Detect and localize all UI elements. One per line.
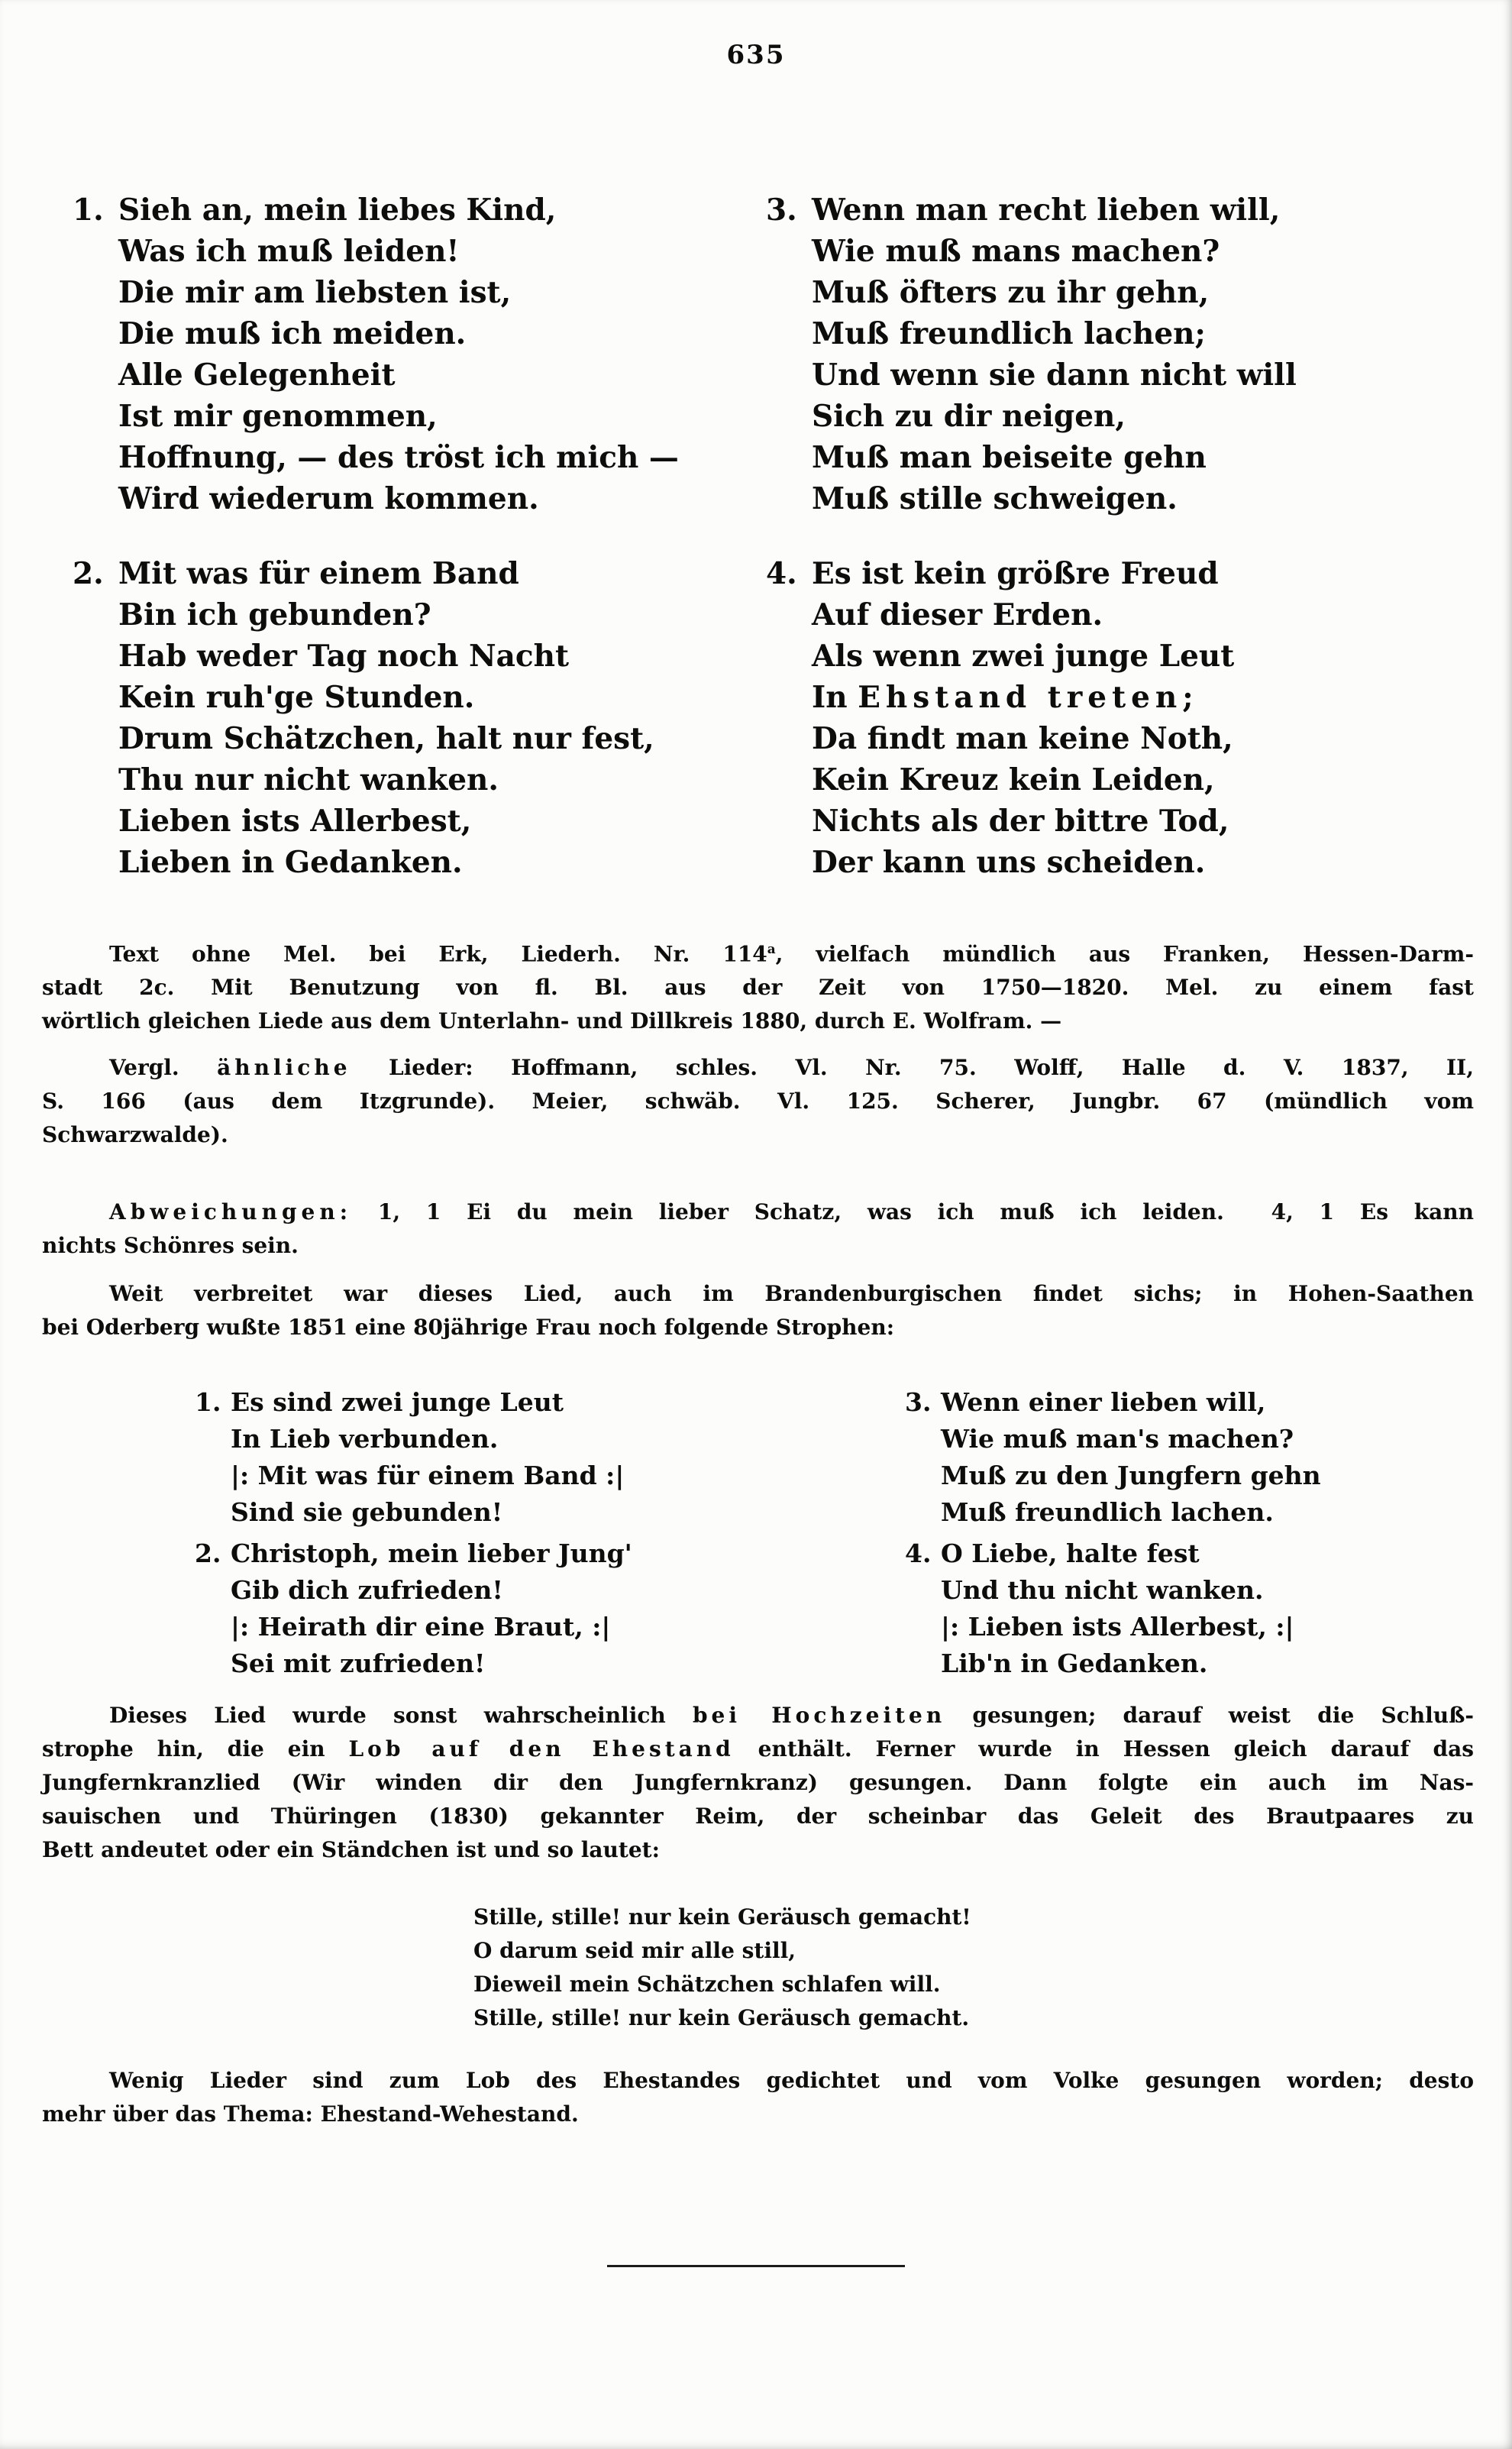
verse-line: O Liebe, halte fest <box>941 1538 1200 1569</box>
verse-4 <box>766 553 1297 883</box>
verse-line: Die muß ich meiden. <box>118 316 467 351</box>
note-line: Jungfernkranzlied (Wir winden dir den Jungfernkranz) gesungen. Dann folgte ein auch im Nas- <box>42 1770 1474 1796</box>
variant-verse-3 <box>905 1384 1321 1531</box>
verse-number: 4. <box>905 1538 932 1569</box>
verse-line: Ist mir genommen, <box>118 399 438 434</box>
verse-line: Sich zu dir neigen, <box>812 399 1126 434</box>
closing-note <box>42 2064 1474 2131</box>
verse-line: Lib'n in Gedanken. <box>941 1648 1208 1679</box>
verse-number: 4. <box>766 556 797 591</box>
verse-number: 1. <box>195 1387 221 1418</box>
verse-line: Wenn man recht lieben will, <box>812 192 1281 228</box>
verse-line: Der kann uns scheiden. <box>812 845 1206 880</box>
verse-line: Auf dieser Erden. <box>812 597 1103 632</box>
verse-1 <box>73 189 679 519</box>
verse-line: Gib dich zufrieden! <box>231 1575 503 1606</box>
verse-line: |: Mit was für einem Band :| <box>231 1461 625 1491</box>
verse-column-left <box>73 189 679 883</box>
wedding-note <box>42 1699 1474 1867</box>
verse-line: Alle Gelegenheit <box>118 357 396 393</box>
verse-line: Thu nur nicht wanken. <box>118 762 499 797</box>
verse-number: 3. <box>766 192 797 228</box>
note-line: stadt 2c. Mit Benutzung von fl. Bl. aus der Zeit von 1750—1820. Mel. zu einem fast <box>42 975 1474 1001</box>
source-note <box>42 932 1474 1038</box>
verse-line: Muß man beiseite gehn <box>812 440 1207 475</box>
verse-line: Da findt man keine Noth, <box>812 721 1233 756</box>
verse-line: Was ich muß leiden! <box>118 234 460 269</box>
note-line: Wenig Lieder sind zum Lob des Ehestandes gedichtet und vom Volke gesungen worden; desto <box>109 2068 1474 2094</box>
compare-note <box>42 1051 1474 1152</box>
emphasized-text: bei Hochzeiten <box>692 1703 946 1729</box>
note-line: Weit verbreitet war dieses Lied, auch im Brandenburgischen findet sichs; in Hohen-Saathen <box>109 1281 1474 1307</box>
verse-line: Sei mit zufrieden! <box>231 1648 486 1679</box>
verse-line: Kein ruh'ge Stunden. <box>118 680 475 715</box>
verse-line: O darum seid mir alle still, <box>473 1938 796 1964</box>
verse-line: Muß freundlich lachen; <box>812 316 1206 351</box>
note-line: mehr über das Thema: Ehestand-Wehestand. <box>42 2101 579 2127</box>
verse-number: 3. <box>905 1387 932 1418</box>
note-line: nichts Schönres sein. <box>42 1233 299 1259</box>
verse-line: Stille, stille! nur kein Geräusch gemacht. <box>473 2005 970 2031</box>
verse-line: Und wenn sie dann nicht will <box>812 357 1297 393</box>
spread-note <box>42 1277 1474 1344</box>
variant-verse-1 <box>195 1384 632 1531</box>
verse-line: Nichts als der bittre Tod, <box>812 804 1229 839</box>
verse-line: Wie muß mans machen? <box>812 234 1220 269</box>
verse-line: Wie muß man's machen? <box>941 1424 1294 1454</box>
note-line: wörtlich gleichen Liede aus dem Unterlahn- und Dillkreis 1880, durch E. Wolfram. — <box>42 1008 1062 1034</box>
variant-verse-2 <box>195 1535 632 1682</box>
note-line: Schwarzwalde). <box>42 1122 228 1148</box>
verse-2 <box>73 553 679 883</box>
verse-line: Muß zu den Jungfern gehn <box>941 1461 1321 1491</box>
verse-column-right <box>766 189 1297 883</box>
verse-line: Und thu nicht wanken. <box>941 1575 1264 1606</box>
verse-line: Muß öfters zu ihr gehn, <box>812 275 1210 310</box>
verse-line: Es ist kein größre Freud <box>812 556 1219 591</box>
section-divider-rule <box>607 2265 905 2267</box>
verse-line: |: Lieben ists Allerbest, :| <box>941 1612 1294 1642</box>
note-line: Vergl. ähnliche Lieder: Hoffmann, schles. Vl. Nr. 75. Wolff, Halle d. V. 1837, II, <box>109 1055 1474 1081</box>
verse-line: Die mir am liebsten ist, <box>118 275 512 310</box>
emphasized-text: Lob auf den Ehestand <box>348 1736 735 1762</box>
page-header <box>0 0 1512 75</box>
verse-line: Wird wiederum kommen. <box>118 481 539 516</box>
variant-verse-section <box>0 1384 1512 1684</box>
note-line: S. 166 (aus dem Itzgrunde). Meier, schwäb. Vl. 125. Scherer, Jungbr. 67 (mündlich vom <box>42 1089 1474 1115</box>
verse-line: Muß freundlich lachen. <box>941 1497 1274 1528</box>
note-line: Abweichungen: 1, 1 Ei du mein lieber Schatz, was ich muß ich leiden. 4, 1 Es kann <box>109 1199 1474 1225</box>
variant-verse-4 <box>905 1535 1321 1682</box>
verse-line: Es sind zwei junge Leut <box>231 1387 564 1418</box>
verse-line: Hab weder Tag noch Nacht <box>118 639 570 674</box>
verse-line: Wenn einer lieben will, <box>941 1387 1266 1418</box>
deviations-note <box>42 1195 1474 1263</box>
note-line: Dieses Lied wurde sonst wahrscheinlich bei Hochzeiten gesungen; darauf weist die Schluß- <box>109 1703 1474 1729</box>
note-line: strophe hin, die ein Lob auf den Ehestand enthält. Ferner wurde in Hessen gleich darauf das <box>42 1736 1474 1762</box>
variant-column-right <box>905 1384 1321 1682</box>
note-line: Bett andeutet oder ein Ständchen ist und so lautet: <box>42 1837 660 1863</box>
verse-line: In Lieb verbunden. <box>231 1424 499 1454</box>
verse-number: 2. <box>73 556 104 591</box>
superscript-a: a <box>767 941 776 956</box>
verse-number: 1. <box>73 192 104 228</box>
note-line: Text ohne Mel. bei Erk, Liederh. Nr. 114$^a$, vielfach mündlich aus Franken, Hessen-Darm- <box>109 941 1474 967</box>
verse-number: 2. <box>195 1538 221 1569</box>
verse-line: Lieben in Gedanken. <box>118 845 463 880</box>
verse-line: Lieben ists Allerbest, <box>118 804 472 839</box>
verse-line: Bin ich gebunden? <box>118 597 431 632</box>
verse-line: Stille, stille! nur kein Geräusch gemacht! <box>473 1904 971 1930</box>
verse-line: Sind sie gebunden! <box>231 1497 503 1528</box>
variant-column-left <box>195 1384 632 1682</box>
verse-line: Als wenn zwei junge Leut <box>812 639 1235 674</box>
emphasized-text: Abweichungen: <box>109 1199 353 1225</box>
note-line: sauischen und Thüringen (1830) gekannter Reim, der scheinbar das Geleit des Brautpaares zu <box>42 1804 1474 1829</box>
verse-3 <box>766 189 1297 519</box>
lullaby-verse <box>473 1901 1512 2035</box>
verse-line: Dieweil mein Schätzchen schlafen will. <box>473 1972 941 1998</box>
verse-line: Sieh an, mein liebes Kind, <box>118 192 557 228</box>
verse-line: |: Heirath dir eine Braut, :| <box>231 1612 611 1642</box>
note-line: bei Oderberg wußte 1851 eine 80jährige Frau noch folgende Strophen: <box>42 1315 895 1341</box>
verse-line: Muß stille schweigen. <box>812 481 1178 516</box>
verse-line: Hoffnung, — des tröst ich mich — <box>118 440 679 475</box>
verse-line: Drum Schätzchen, halt nur fest, <box>118 721 654 756</box>
main-verse-section <box>0 189 1512 885</box>
verse-line: Mit was für einem Band <box>118 556 519 591</box>
verse-line: Kein Kreuz kein Leiden, <box>812 762 1215 797</box>
emphasized-text: Ehstand treten <box>858 680 1183 715</box>
verse-line: Christoph, mein lieber Jung' <box>231 1538 632 1569</box>
emphasized-text: ähnliche <box>217 1055 351 1081</box>
page-number: 635 <box>726 40 786 70</box>
verse-line: In Ehstand treten; <box>812 680 1194 715</box>
